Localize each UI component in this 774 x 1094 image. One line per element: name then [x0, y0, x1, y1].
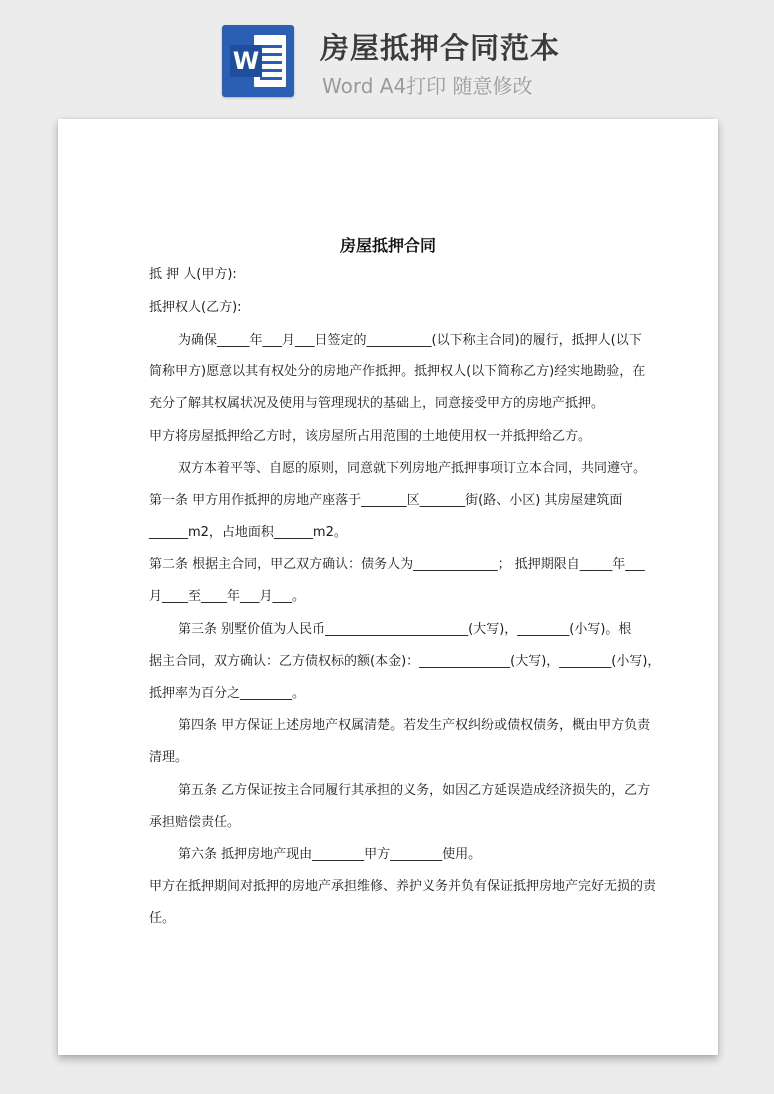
clause-3-line: 抵押率为百分之________。 [149, 686, 306, 701]
clause-3-line: 据主合同，双方确认：乙方债权标的额(本金)：______________(大写)，________(小写)， [149, 654, 661, 669]
clause-1-line: ______m2，占地面积______m2。 [149, 525, 347, 540]
clause-2-line: 月____至____年___月___。 [149, 589, 306, 604]
paragraph-line: 任。 [149, 911, 176, 926]
doc-line-shape [260, 69, 282, 72]
doc-line-shape [260, 61, 282, 64]
document-title: 房屋抵押合同 [339, 236, 436, 255]
clause-5-line: 承担赔偿责任。 [149, 815, 241, 830]
paragraph-line: 为确保_____年___月___日签定的__________(以下称主合同)的履行，抵押人(以下 [178, 333, 642, 348]
doc-line-shape [260, 45, 282, 48]
clause-4-line: 清理。 [149, 750, 189, 765]
paragraph-line: 甲方在抵押期间对抵押的房地产承担维修、养护义务并负有保证抵押房地产完好无损的责 [149, 879, 657, 894]
word-letter-badge: W [230, 45, 262, 77]
document-page [58, 119, 718, 1055]
header-subtitle: Word A4打印 随意修改 [322, 74, 533, 98]
clause-2-line: 第二条 根据主合同，甲乙双方确认：债务人为_____________； 抵押期限自_____年___ [149, 557, 645, 572]
clause-6-line: 第六条 抵押房地产现由________甲方________使用。 [178, 847, 482, 862]
doc-line-shape [260, 77, 282, 80]
clause-1-line: 第一条 甲方用作抵押的房地产座落于_______区_______街(路、小区) 其房屋建筑面 [149, 493, 623, 508]
clause-4-line: 第四条 甲方保证上述房地产权属清楚。若发生产权纠纷或债权债务，概由甲方负责 [178, 718, 651, 733]
party-b-line: 抵押权人(乙方): [149, 300, 242, 315]
paragraph-line: 充分了解其权属状况及使用与管理现状的基础上，同意接受甲方的房地产抵押。 [149, 396, 605, 411]
word-doc-icon [222, 25, 294, 97]
clause-3-line: 第三条 别墅价值为人民币______________________(大写)，________(小写)。根 [178, 622, 632, 637]
paragraph-line: 双方本着平等、自愿的原则，同意就下列房地产抵押事项订立本合同，共同遵守。 [178, 461, 647, 476]
clause-5-line: 第五条 乙方保证按主合同履行其承担的义务，如因乙方延误造成经济损失的，乙方 [178, 783, 651, 798]
paragraph-line: 简称甲方)愿意以其有权处分的房地产作抵押。抵押权人(以下简称乙方)经实地勘验，在 [149, 364, 646, 379]
doc-line-shape [260, 53, 282, 56]
party-a-line: 抵 押 人(甲方): [149, 267, 237, 282]
header-title: 房屋抵押合同范本 [320, 31, 561, 65]
page-header [0, 0, 774, 110]
paragraph-line: 甲方将房屋抵押给乙方时，该房屋所占用范围的土地使用权一并抵押给乙方。 [149, 429, 592, 444]
